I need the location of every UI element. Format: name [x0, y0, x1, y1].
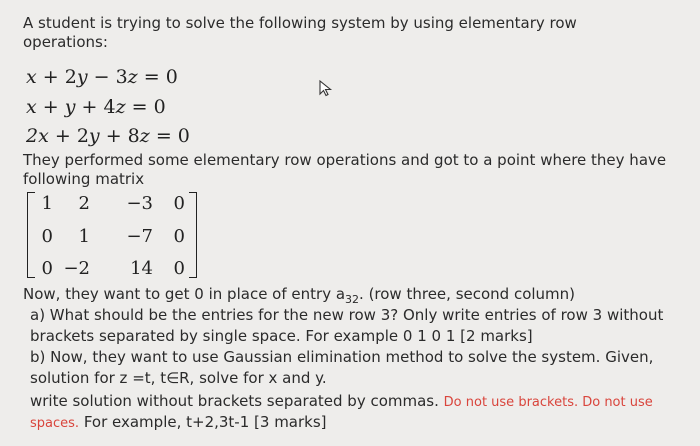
part-b-line-4: spaces. For example, t+2,3t-1 [3 marks] — [30, 413, 327, 431]
matrix-cell-3-3: 14 — [130, 258, 153, 279]
part-b-line-2: solution for z =t, t∈R, solve for x and y. — [30, 369, 327, 387]
equation-3: 2x + 2y + 8z = 0 — [26, 125, 190, 147]
part-b-line-1: b) Now, they want to use Gaussian elimination method to solve the system. Given, — [30, 348, 654, 366]
matrix-cell-1-2: 2 — [78, 193, 90, 214]
transition-line-1: They performed some elementary row operations and got to a point where they have — [23, 151, 667, 169]
augmented-matrix — [27, 190, 197, 280]
matrix-right-bracket — [189, 192, 197, 278]
matrix-cell-1-3: −3 — [126, 193, 153, 214]
question-intro: Now, they want to get 0 in place of entry $a_{32}$. (row three, second column) — [23, 285, 576, 306]
matrix-cell-1-1: 1 — [41, 193, 53, 214]
equation-2: x + y + 4z = 0 — [26, 96, 166, 118]
instruction-warning-cont: spaces. — [30, 416, 80, 431]
part-a-line-2: brackets separated by single space. For example 0 1 0 1 [2 marks] — [30, 327, 533, 345]
part-a-line-1: a) What should be the entries for the new row 3? Only write entries of row 3 without — [30, 306, 664, 324]
matrix-cell-2-2: 1 — [78, 226, 90, 247]
matrix-cell-3-2: −2 — [63, 258, 90, 279]
entry-subscript: 32 — [345, 293, 360, 306]
matrix-cell-3-4: 0 — [173, 258, 185, 279]
matrix-cell-2-4: 0 — [173, 226, 185, 247]
instruction-warning: Do not use brackets. Do not use — [443, 395, 653, 410]
transition-line-2: following matrix — [23, 170, 145, 188]
matrix-cell-3-1: 0 — [41, 258, 53, 279]
intro-line-1: A student is trying to solve the following system by using elementary row — [23, 14, 577, 32]
part-b-line-3: write solution without brackets separated by commas. Do not use brackets. Do not use — [30, 392, 653, 410]
matrix-cell-2-3: −7 — [126, 226, 153, 247]
matrix-cell-1-4: 0 — [173, 193, 185, 214]
equation-1: x + 2y − 3z = 0 — [26, 66, 178, 88]
mouse-cursor-icon — [318, 79, 336, 97]
intro-line-2: operations: — [23, 33, 108, 51]
matrix-cell-2-1: 0 — [41, 226, 53, 247]
